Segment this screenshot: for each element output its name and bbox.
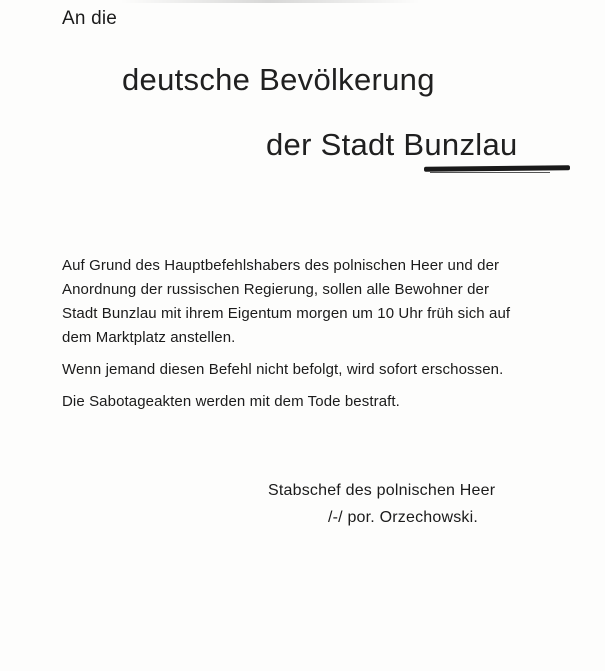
- signature-title: Stabschef des polnischen Heer: [268, 482, 496, 499]
- paragraph-1-line-3: Stadt Bunzlau mit ihrem Eigentum morgen um 10 Uhr früh sich auf: [62, 305, 511, 322]
- title-line-2: der Stadt Bunzlau: [266, 127, 518, 162]
- paragraph-1-line-1: Auf Grund des Hauptbefehlshabers des polnischen Heer und der: [62, 257, 500, 274]
- paragraph-3: Die Sabotageakten werden mit dem Tode bestraft.: [62, 393, 400, 410]
- paragraph-1: [62, 254, 572, 350]
- paragraph-1-line-2: Anordnung der russischen Regierung, sollen alle Bewohner der: [62, 281, 490, 298]
- title-line-1: deutsche Bevölkerung: [122, 62, 435, 97]
- salutation: An die: [62, 8, 118, 29]
- handwritten-underline: [424, 165, 570, 172]
- underline-stroke: [430, 172, 550, 173]
- signature-name: /-/ por. Orzechowski.: [328, 509, 479, 526]
- paragraph-1-line-4: dem Marktplatz anstellen.: [62, 329, 236, 346]
- scan-edge-shadow: [120, 0, 420, 3]
- body-text: [62, 254, 572, 414]
- paragraph-2: Wenn jemand diesen Befehl nicht befolgt, wird sofort erschossen.: [62, 361, 504, 378]
